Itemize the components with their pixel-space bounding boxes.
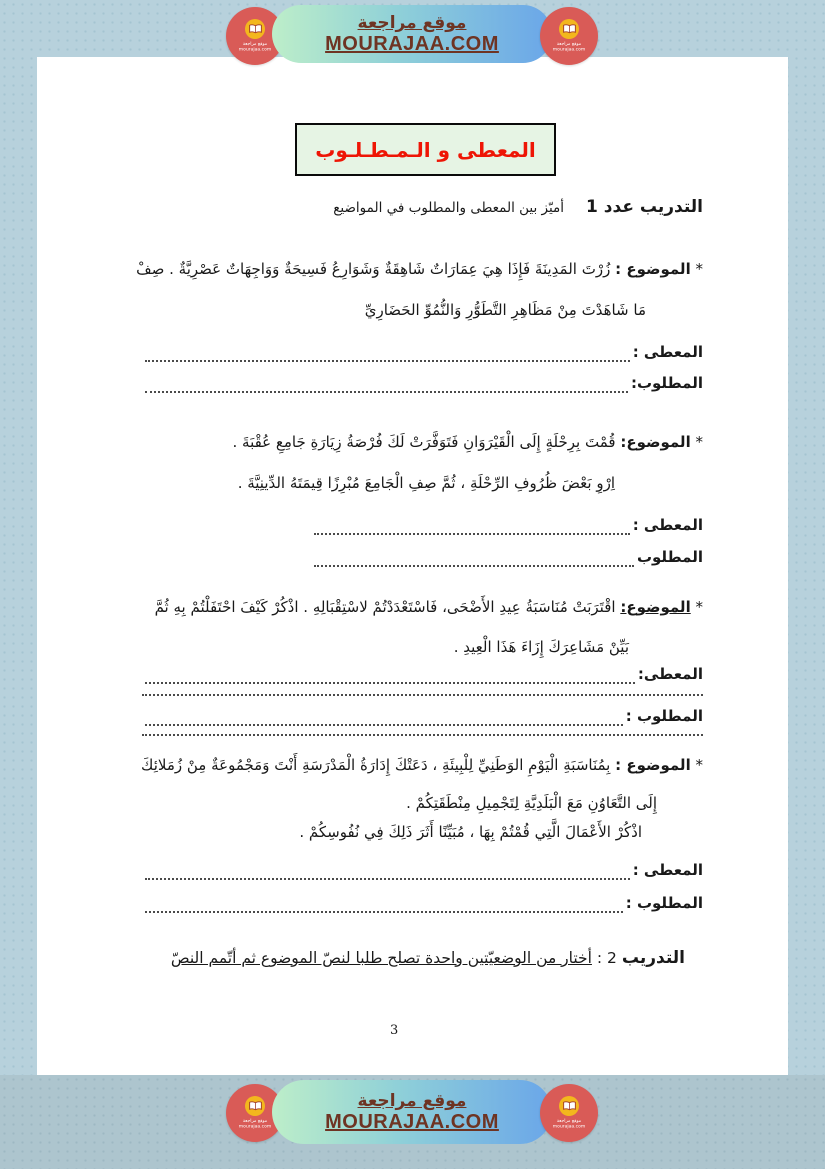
answer-line [142,734,703,736]
topic4-given-field [142,856,703,880]
required-label: المطلوب : [625,894,703,912]
given-label: المعطى : [632,516,703,534]
badge-caption: موقع مراجعة mourajaa.com [552,1118,586,1130]
exercise1-label: التدريب عدد 1 [586,197,703,217]
topic2-required-field [311,543,703,567]
given-label: المعطى : [632,861,703,879]
badge-caption: موقع مراجعة mourajaa.com [552,41,586,53]
required-label: المطلوب: [630,374,703,392]
topic2-given-field [311,511,703,535]
star-bullet: * [695,756,703,774]
site-banner [272,1080,552,1144]
site-title-arabic[interactable]: موقع مراجعة [357,13,467,33]
book-icon [559,19,579,39]
topic1-required-field [142,369,703,393]
topic2-line2: اِرْوِ بَعْضَ ظُرُوفِ الرِّحْلَةِ ، ثُمَّ صِفِ الْجَامِعَ مُبْرِزًا قِيمَتَهُ الدِّينِيَّةَ . [237,474,615,492]
lesson-title-box [295,123,556,176]
answer-line [145,863,630,880]
topic1-line2: مَا شَاهَدْتَ مِنْ مَظَاهِرِ التَّطَوُّرِ وَالنُّمُوِّ الحَضَارِيِّ [364,301,646,319]
star-bullet: * [695,433,703,451]
site-url-link[interactable]: MOURAJAA.COM [325,33,499,55]
site-logo-badge [540,7,598,65]
topic-label: الموضوع: [620,598,691,616]
site-banner [272,5,552,63]
given-label: المعطى : [632,343,703,361]
topic4-required-field [142,889,703,913]
badge-caption: موقع مراجعة mourajaa.com [238,1118,272,1130]
exercise2-header [171,948,685,968]
topic3-line1: * الموضوع: اقْتَرَبَتْ مُنَاسَبَةُ عِيدِ الأَضْحَى، فَاسْتَعْدَدْتُمْ لاسْتِقْبَالِهِ . اذْكُرْ كَيْفَ احْتَفَلْتُمْ بِهِ ثُمَّ [154,598,703,616]
lesson-title: المعطى و الـمـطـلـوب [315,137,536,162]
answer-line [145,896,623,913]
answer-line [314,550,634,567]
topic-label: الموضوع : [615,756,691,774]
given-label: المعطى: [637,665,703,683]
book-icon [559,1096,579,1116]
required-label: المطلوب [636,548,703,566]
star-bullet: * [695,598,703,616]
site-title-arabic[interactable]: موقع مراجعة [357,1091,467,1111]
topic1-line1: * الموضوع : زُرْتَ المَدِينَةَ فَإِذَا هِيَ عِمَارَاتٌ شَاهِقَةٌ وَشَوَارِعُ فَسِيحَةٌ وَوَاجِهَاتٌ عَصْرِيَّةٌ . صِفْ [136,260,703,278]
exercise1-instruction: أميّز بين المعطى والمطلوب في المواضيع [333,200,565,216]
answer-line [314,518,630,535]
topic4-line3: اذْكُرْ الأَعْمَالَ الَّتِي قُمْتُمْ بِهَا ، مُبَيِّنًا أَثَرَ ذَلِكَ فِي نُفُوسِكُمْ . [299,823,642,841]
book-icon [245,1096,265,1116]
topic1-given-field [142,338,703,362]
star-bullet: * [695,260,703,278]
answer-line [142,694,703,696]
topic3-given-field [142,660,703,684]
site-logo-badge [540,1084,598,1142]
book-icon [245,19,265,39]
topic3-required-field [142,702,703,726]
required-label: المطلوب : [625,707,703,725]
site-url-link[interactable]: MOURAJAA.COM [325,1111,499,1133]
topic4-line2: إِلَى التَّعَاوُنِ مَعَ الْبَلَدِيَّةِ لِتَجْمِيلِ مِنْطَقَتِكُمْ . [406,794,657,812]
exercise2-number: 2 : [596,949,617,967]
answer-line [145,376,628,393]
topic-label: الموضوع : [615,260,691,278]
page-number: 3 [390,1023,399,1038]
exercise2-instruction: أختار من الوضعيّتين واحدة تصلح طلبا لنصّ الموضوع ثم أتّمم النصّ [170,949,592,967]
exercise1-header [333,197,703,217]
footer-brand [226,1080,598,1142]
answer-line [145,667,635,684]
header-brand [226,5,598,67]
answer-line [145,709,623,726]
exercise2-label: التدريب [621,948,685,968]
topic-label: الموضوع: [620,433,691,451]
answer-line [145,345,630,362]
badge-caption: موقع مراجعة mourajaa.com [238,41,272,53]
topic3-line2: بَيِّنْ مَشَاعِرَكَ إِزَاءَ هَذَا الْعِيدِ . [453,638,629,656]
topic4-line1: * الموضوع : بِمُنَاسَبَةِ الْيَوْمِ الوَطَنِيِّ لِلْبِيئَةِ ، دَعَتْكَ إِدَارَةُ الْمَدْرَسَةِ أَنْتَ وَمَجْمُوعَةٌ مِنْ زُمَلائِكَ [141,756,703,774]
topic2-line1: * الموضوع: قُمْتَ بِرِحْلَةٍ إِلَى الْقَيْرَوَانِ فَتَوَفَّرَتْ لَكَ فُرْصَةُ زِيَارَةِ جَامِعِ عُقْبَةَ . [232,433,703,451]
